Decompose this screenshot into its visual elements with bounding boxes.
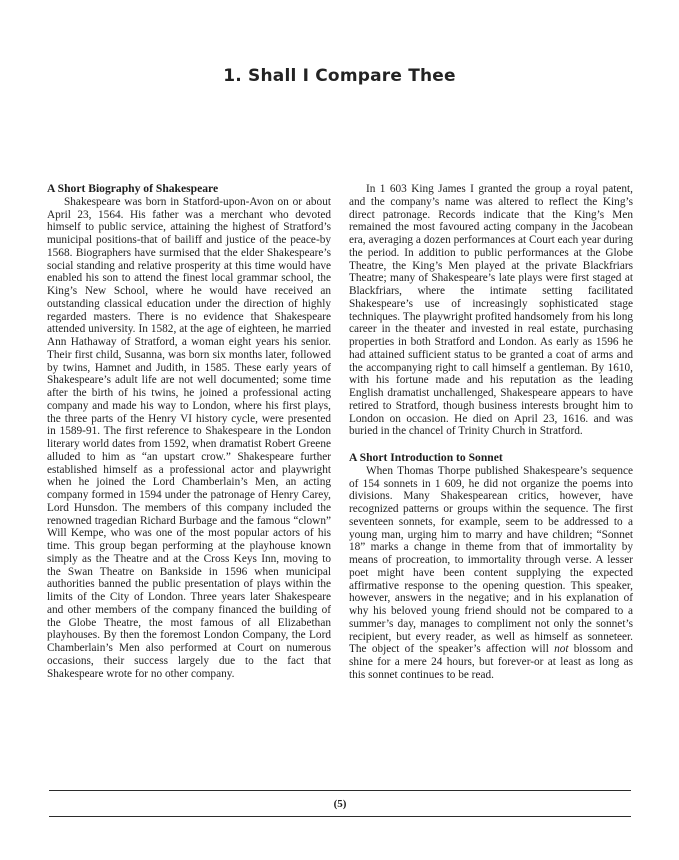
page-title: 1. Shall I Compare Thee xyxy=(223,66,456,86)
page-footer xyxy=(49,790,631,817)
left-column xyxy=(47,183,331,682)
right-column xyxy=(349,183,633,682)
sonnet-paragraph-text-end: blossom and shine for a mere 24 hours, but forever-or at least as long as this sonnet continues to be read. xyxy=(349,643,634,681)
kings-men-paragraph: In 1 603 King James I granted the group a royal patent, and the company’s name was altered to reflect the King’s direct patronage. Records indicate that the King’s Men remained the most favoured acting company in the Jacobean era, averaging a dozen performances at Court each year during the period. In addition to public performances at the Globe Theatre, the King’s Men played at the private Blackfriars Theatre; many of Shakespeare’s late plays were first staged at Blackfriars, where the intimate setting facilitated Shakespeare’s use of increasingly sophisticated stage techniques. The playwright profited handsomely from his long career in the theater and invested in real estate, purchasing properties in both Stratford and London. As early as 1596 he had attained sufficient status to be granted a coat of arms and the accompanying right to call himself a gentleman. By 1610, with his fortune made and his reputation as the leading English dramatist unchallenged, Shakespeare appears to have retired to Stratford, though business interests brought him to London on occasion. He died on April 23, 1616. and was buried in the chancel of Trinity Church in Stratford. xyxy=(349,183,633,438)
italicized-word: not xyxy=(554,643,569,656)
sonnet-paragraph xyxy=(349,465,633,682)
sonnet-heading: A Short Introduction to Sonnet xyxy=(349,451,503,464)
biography-heading: A Short Biography of Shakespeare xyxy=(47,182,219,195)
page-number: (5) xyxy=(333,798,347,810)
two-column-layout xyxy=(47,183,633,682)
sonnet-paragraph-text: When Thomas Thorpe published Shakespeare’s sequence of 154 sonnets in 1 609, he did not organize the poems into divisions. Many Shakespearean critics, however, have recognized patterns or groups within the sequence. The first seventeen sonnets, for example, seem to be addressed to a young man, urging him to marry and have children; “Sonnet 18” marks a change in theme from that of immortality by means of procreation, to immortality through verse. A lesser poet might have been content supplying the expected affirmative response to the opening question. This speaker, however, answers in the negative; and in his explanation of why his beloved young friend should not be compared to a summer’s day, manages to compliment not only the sonnet’s recipient, but every reader, as well as himself as sonneteer. The object of the speaker’s affection will xyxy=(349,464,633,656)
biography-paragraph: Shakespeare was born in Statford-upon-Avon on or about April 23, 1564. His father was a merchant who devoted himself to public service, attaining the highest of Stratford’s municipal positions-that of bailiff and justice of the peace-by 1568. Biographers have surmised that the elder Shakespeare’s social standing and relative prosperity at this time would have enabled his son to attend the finest local grammar school, the King’s New School, where he would have received an outstanding classical education under the direction of highly regarded masters. There is no evidence that Shakespeare attended university. In 1582, at the age of eighteen, he married Ann Hathaway of Stratford, a woman eight years his senior. Their first child, Susanna, was born six months later, followed by twins, Hamnet and Judith, in 1585. These early years of Shakespeare’s adult life are not well documented; some time after the birth of his twins, he joined a professional acting company and made his way to London, where his first plays, the three parts of the Henry VI history cycle, were presented in 1589-91. The first reference to Shakespeare in the London literary world dates from 1592, when dramatist Robert Greene alluded to him as “an upstart crow.” Shakespeare further established himself as a professional actor and playwright when he joined the Lord Chamberlain’s Men, an acting company formed in 1594 under the patronage of Henry Carey, Lord Hunsdon. The members of this company included the renowned tragedian Richard Burbage and the famous “clown” Will Kempe, who was one of the most popular actors of his time. This group began performing at the playhouse known simply as the Theatre and at the Cross Keys Inn, moving to the Swan Theatre on Bankside in 1596 when municipal authorities banned the public presentation of plays within the limits of the City of London. Three years later Shakespeare and other members of the company financed the building of the Globe Theatre, the most famous of all Elizabethan playhouses. By then the foremost London Company, the Lord Chamberlain’s Men also performed at Court on numerous occasions, their success largely due to the fact that Shakespeare wrote for no other company. xyxy=(47,195,331,680)
